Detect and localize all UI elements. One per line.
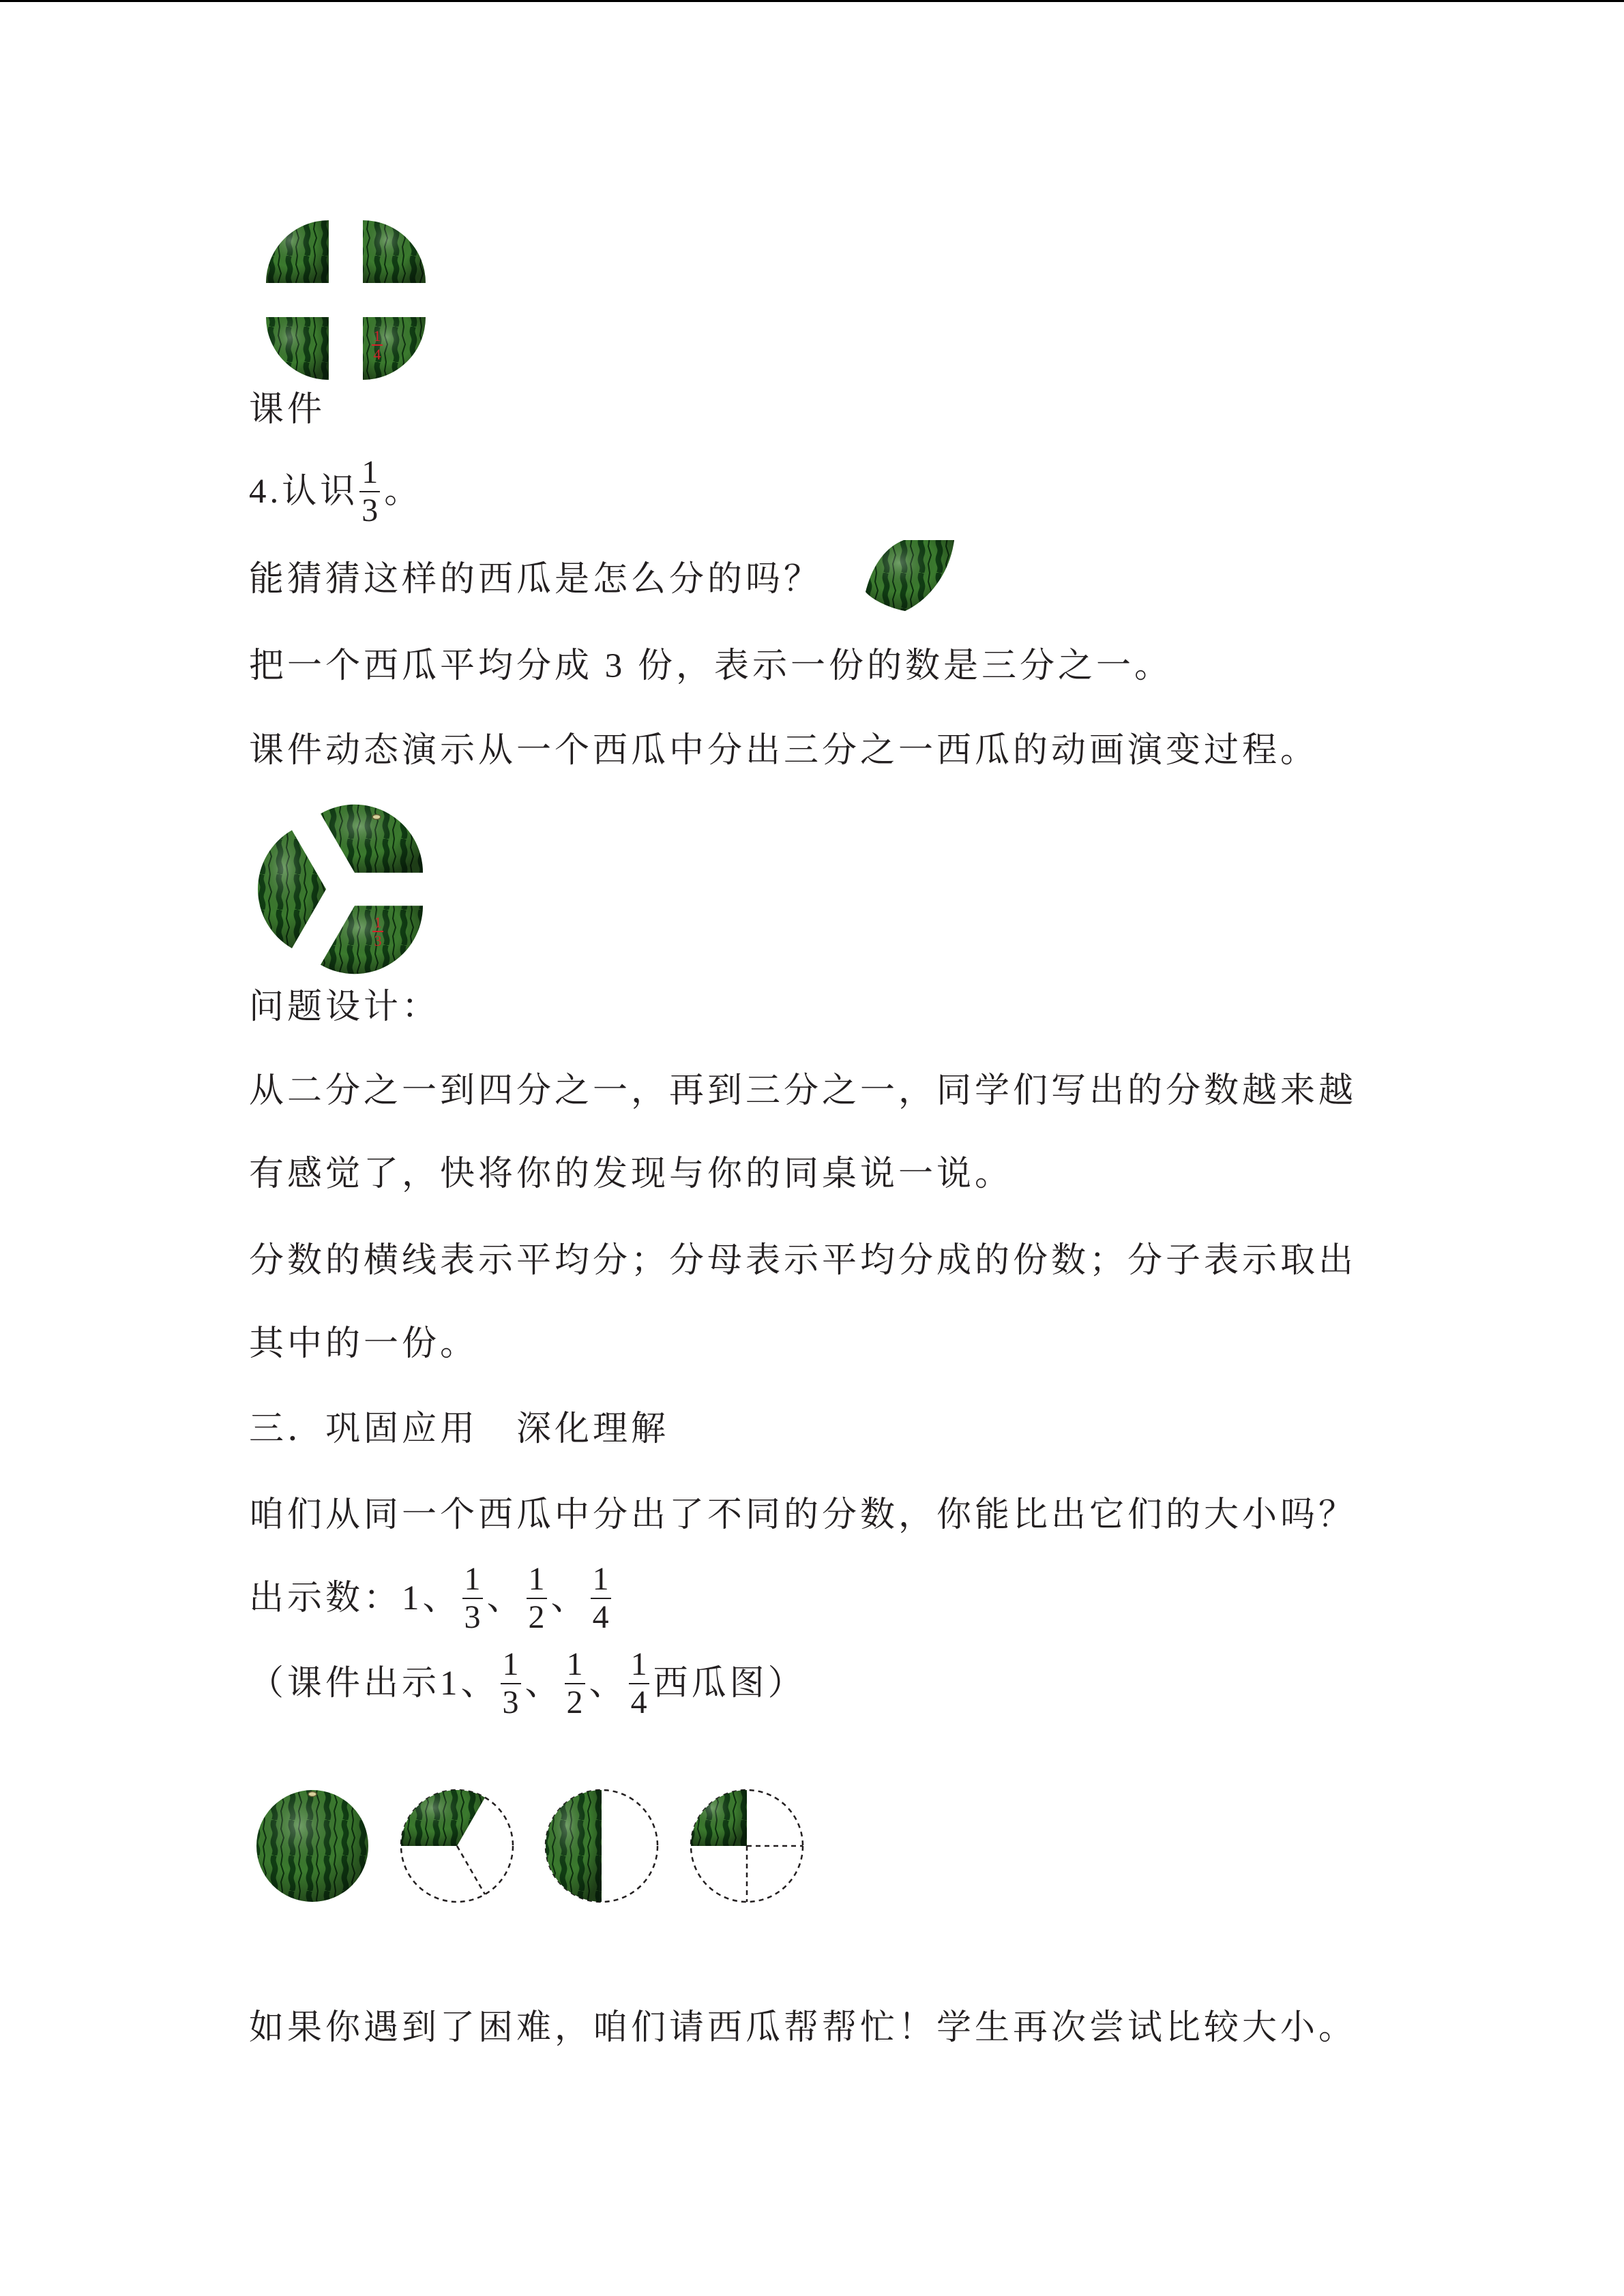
question-design-label: 问题设计： [249, 988, 441, 1026]
fraction-denominator: 3 [464, 1599, 481, 1635]
question-design-line: 有感觉了，快将你的发现与你的同桌说一说。 [249, 1155, 1014, 1193]
question-design-line: 从二分之一到四分之一，再到三分之一，同学们写出的分数越来越 [249, 1072, 1357, 1110]
watermelon-quarter-bottom-left [266, 317, 329, 380]
third-explanation: 把一个西瓜平均分成 3 份，表示一份的数是三分之一。 [249, 647, 1173, 685]
courseware-show-line [249, 1646, 806, 1721]
fraction-one-third [501, 1648, 521, 1720]
comparison-one-half-watermelon [540, 1785, 663, 1907]
watermelon-third-top-right [321, 805, 423, 873]
watermelon-shading [321, 805, 423, 873]
watermelon-shading [363, 317, 426, 380]
fraction-numerator: 1 [630, 1646, 647, 1682]
recognize-one-third-line [249, 454, 422, 529]
section-three-heading: 三．巩固应用 深化理解 [249, 1410, 670, 1448]
fraction-numerator: 1 [464, 1561, 481, 1597]
watermelon-shading [321, 906, 423, 974]
watermelon-shading [866, 540, 954, 611]
watermelon-quarters-figure [266, 220, 426, 380]
whole-number: 1 [440, 1665, 461, 1703]
watermelon-quarter-top-left [266, 220, 329, 283]
watermelon-thirds-figure [256, 803, 427, 975]
fraction-denominator: 3 [361, 492, 379, 528]
page-top-border [0, 0, 1624, 2]
fraction-denominator: 2 [528, 1599, 545, 1635]
fraction-one-half [565, 1648, 585, 1720]
fraction-one-third [359, 456, 380, 528]
watermelon-stem [308, 1792, 316, 1797]
show-numbers-prefix: 出示数： [249, 1579, 402, 1617]
separator: 、 [460, 1665, 499, 1703]
watermelon-shading [363, 220, 426, 283]
separator: 、 [550, 1579, 589, 1617]
separator: 、 [589, 1665, 628, 1703]
watermelon-third-left [258, 830, 326, 948]
comparison-one-quarter-watermelon [685, 1785, 808, 1907]
comparison-whole-watermelon [251, 1785, 374, 1907]
separator: 、 [422, 1579, 461, 1617]
fraction-numerator: 1 [566, 1646, 583, 1682]
courseware-label: 课件 [249, 391, 326, 429]
fraction-denominator: 3 [502, 1684, 519, 1720]
fraction-meaning-line: 其中的一份。 [249, 1325, 479, 1363]
fraction-one-half [527, 1562, 547, 1635]
watermelon-piece-shading [401, 1790, 485, 1846]
fraction-meaning-line: 分数的横线表示平均分；分母表示平均分成的份数；分子表示取出 [249, 1242, 1357, 1280]
comparison-one-third-watermelon [396, 1785, 518, 1907]
watermelon-slice-figure [863, 537, 957, 614]
watermelon-quarter-bottom-right [363, 317, 426, 380]
whole-number: 1 [402, 1579, 423, 1617]
fraction-one-quarter [591, 1562, 611, 1635]
courseware-show-open: （课件出示 [249, 1665, 441, 1703]
watermelon-stem [372, 815, 381, 820]
fraction-denominator: 4 [592, 1599, 609, 1635]
watermelon-quarter-top-right [363, 220, 426, 283]
watermelon-third-bottom [321, 906, 423, 974]
fraction-numerator: 1 [528, 1561, 545, 1597]
recognize-suffix: 。 [384, 473, 423, 511]
fraction-numerator: 1 [502, 1646, 519, 1682]
watermelon-shading [258, 830, 326, 948]
fraction-denominator: 4 [630, 1684, 647, 1720]
watermelon-piece-shading [546, 1790, 602, 1902]
compare-question: 咱们从同一个西瓜中分出了不同的分数，你能比出它们的大小吗？ [249, 1496, 1357, 1534]
fraction-denominator: 2 [566, 1684, 583, 1720]
quarter-label-denominator: 4 [373, 346, 381, 363]
show-numbers-line [249, 1561, 615, 1636]
closing-line: 如果你遇到了困难，咱们请西瓜帮帮忙！学生再次尝试比较大小。 [249, 2009, 1357, 2047]
fraction-numerator: 1 [592, 1561, 609, 1597]
fraction-one-third [462, 1562, 483, 1635]
watermelon-shading [266, 317, 329, 380]
fraction-one-quarter [629, 1648, 649, 1720]
watermelon-whole-shading [256, 1790, 368, 1902]
courseware-demo: 课件动态演示从一个西瓜中分出三分之一西瓜的动画演变过程。 [249, 732, 1319, 770]
third-label-denominator: 3 [374, 932, 382, 949]
separator: 、 [525, 1665, 563, 1703]
separator: 、 [486, 1579, 525, 1617]
recognize-prefix: 4.认识 [249, 473, 359, 511]
fraction-numerator: 1 [361, 454, 379, 490]
watermelon-piece-shading [691, 1790, 747, 1846]
courseware-show-close: 西瓜图） [653, 1665, 806, 1703]
guess-question: 能猜猜这样的西瓜是怎么分的吗？ [249, 561, 823, 599]
quarter-label-numerator: 1 [373, 327, 381, 344]
watermelon-shading [266, 220, 329, 283]
third-label-numerator: 1 [374, 914, 382, 931]
dashed-divider [457, 1846, 485, 1894]
